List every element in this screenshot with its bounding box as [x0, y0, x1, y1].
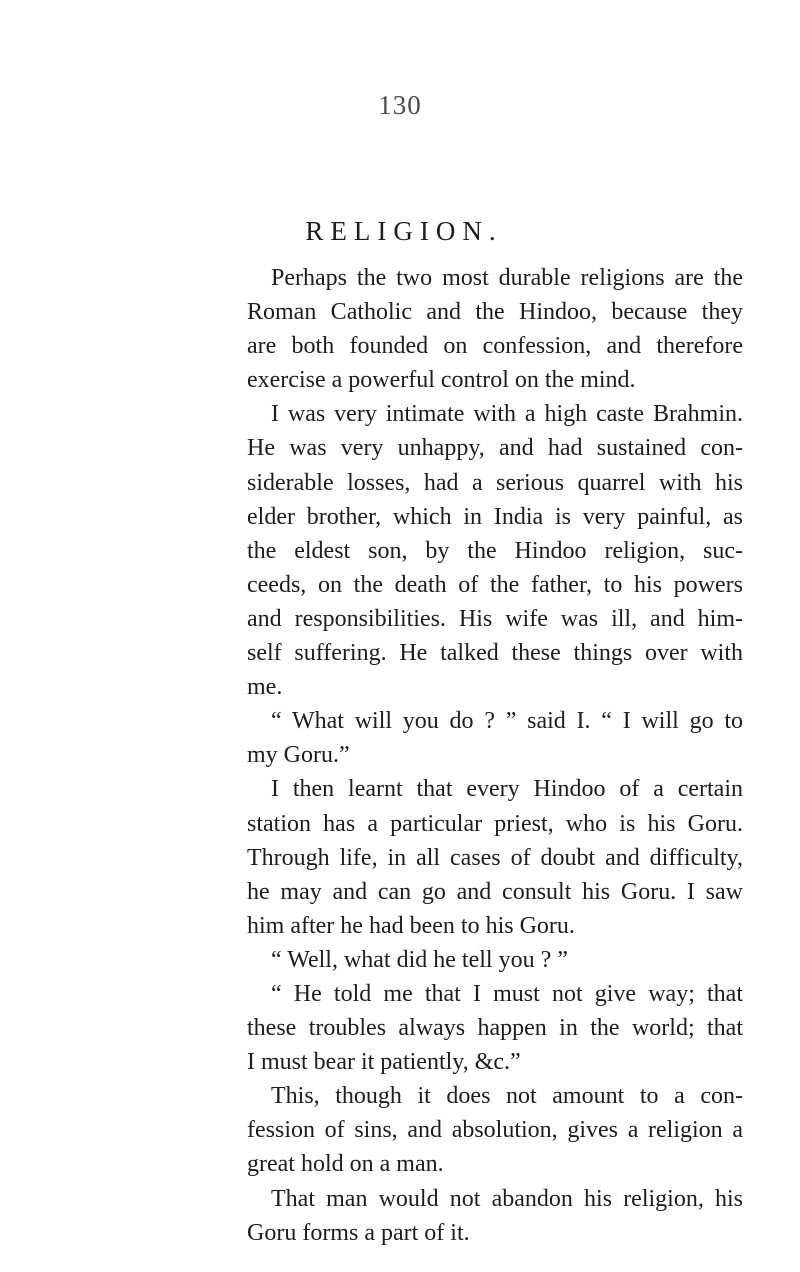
text-line: fession of sins, and absolution, gives a religion a [247, 1117, 743, 1144]
text-line: my Goru.” [247, 742, 350, 769]
text-line: I must bear it patiently, &c.” [247, 1049, 521, 1076]
text-line: exercise a powerful control on the mind. [247, 367, 636, 394]
text-line: “ What will you do ? ” said I. “ I will go to [271, 708, 743, 735]
text-line: these troubles always happen in the world; that [247, 1015, 743, 1042]
text-line: This, though it does not amount to a con- [271, 1083, 743, 1110]
text-line: Roman Catholic and the Hindoo, because they [247, 299, 743, 326]
text-line: great hold on a man. [247, 1151, 444, 1178]
text-line: self suffering. He talked these things over with [247, 640, 743, 667]
text-line: him after he had been to his Goru. [247, 912, 575, 939]
text-line: and responsibilities. His wife was ill, and him- [247, 605, 743, 632]
text-line: “ Well, what did he tell you ? ” [271, 946, 568, 973]
text-line: “ He told me that I must not give way; that [271, 980, 743, 1007]
chapter-heading: RELIGION. [305, 216, 503, 246]
text-line: siderable losses, had a serious quarrel with his [247, 469, 743, 496]
text-line: Through life, in all cases of doubt and difficulty, [247, 844, 743, 871]
text-line: Perhaps the two most durable religions are the [271, 265, 743, 291]
text-line: He was very unhappy, and had sustained con- [247, 435, 743, 462]
text-line: he may and can go and consult his Goru. I saw [247, 878, 743, 905]
text-line: I then learnt that every Hindoo of a certain [271, 776, 743, 803]
text-line: the eldest son, by the Hindoo religion, suc- [247, 537, 743, 564]
text-line: are both founded on confession, and therefore [247, 333, 743, 360]
body-text [247, 261, 743, 1250]
text-line: ceeds, on the death of the father, to his powers [247, 571, 743, 598]
text-line: That man would not abandon his religion, his [271, 1185, 743, 1212]
text-line: me. [247, 674, 283, 701]
text-line: elder brother, which in India is very painful, as [247, 503, 743, 530]
page-number: 130 [378, 90, 422, 120]
text-line: station has a particular priest, who is his Goru. [247, 810, 743, 837]
text-line: Goru forms a part of it. [247, 1219, 470, 1246]
text-line: I was very intimate with a high caste Brahmin. [271, 401, 743, 428]
